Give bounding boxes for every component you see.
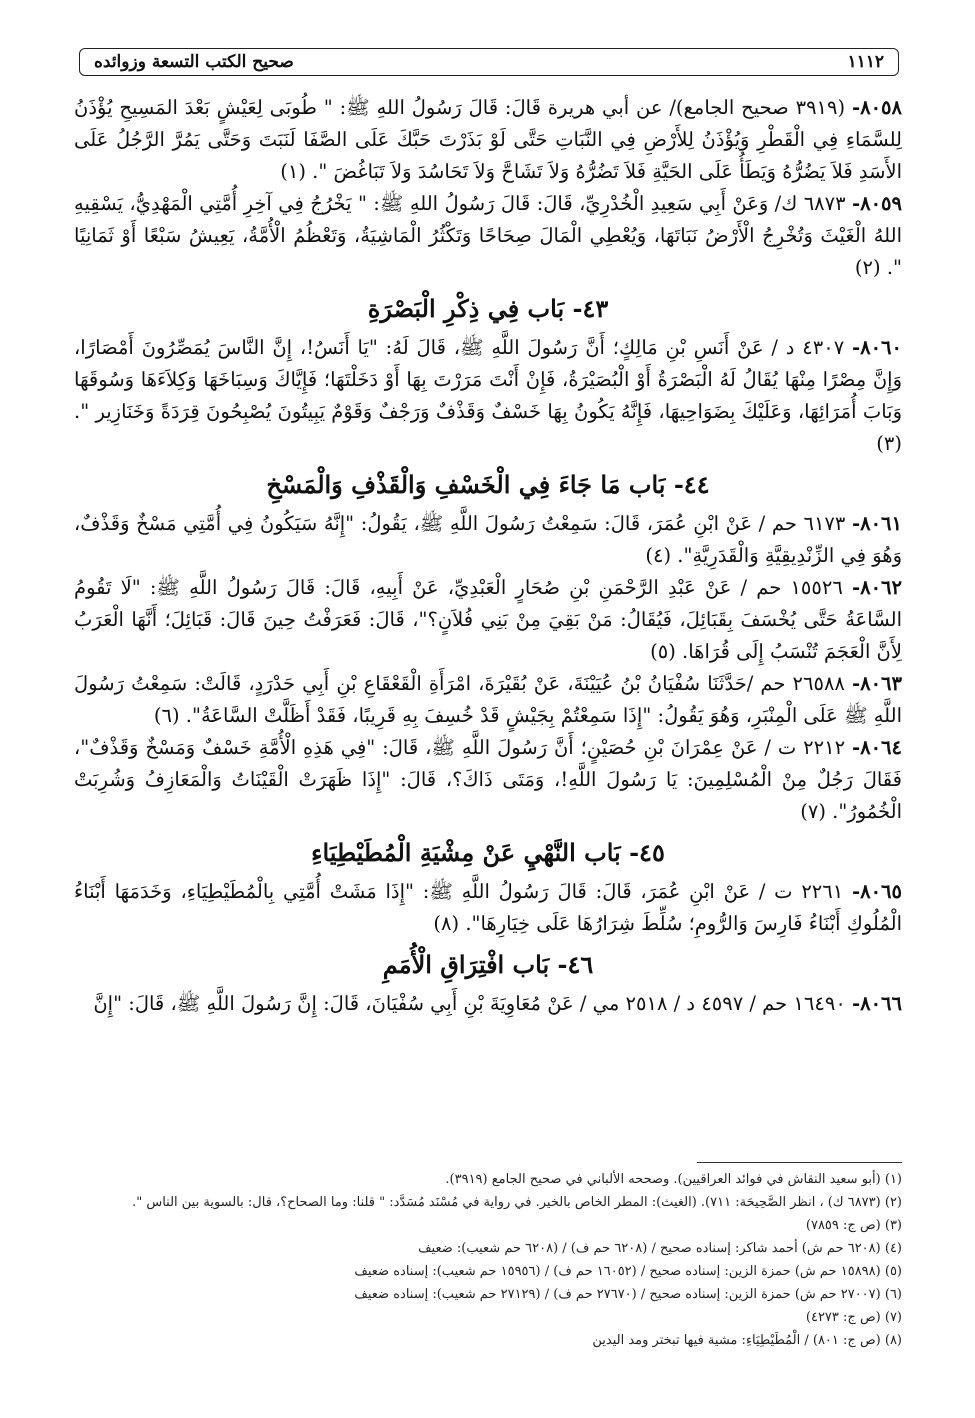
hadith-number: ٨٠٥٨- — [852, 96, 902, 119]
footnote: (٤) (٦٢٠٨ حم ش) أحمد شاكر: إسناده صحيح / (٦٢٠٨ حم ف) / (٦٢٠٨ حم شعيب): ضعيف — [418, 1241, 902, 1256]
hadith-text: ٤٣٠٧ د / عَنْ أَنَسِ بْنِ مَالِكٍ؛ أَنَّ رَسُولَ اللَّهِ ﷺ، قَالَ لَهُ: "يَا أَنَسُ!، إِنَّ النَّاسَ يُمَصِّرُونَ أَمْصَارًا، وَإِنَّ مِصْرًا مِنْهَا يُقَالُ لَهُ الْبَصْرَةُ أَوْ الْبُصَيْرَةُ، فَإِنْ أَنْتَ مَرَرْتَ بِهَا أَوْ دَخَلْتَهَا؛ فَإِيَّاكَ وَسِبَاخَهَا وَكِلاَءَهَا وَسُوقَهَا وَبَابَ أُمَرَائِهَا، وَعَلَيْكَ بِضَوَاحِيهَا، فَإِنَّهُ يَكُونُ بِهَا خَسْفٌ وَقَذْفٌ وَرَجْفٌ وَقَوْمٌ يَبِيتُونَ يُصْبِحُونَ قِرَدَةً وَخَنَازِير ". (٣) — [74, 336, 902, 455]
hadith-number: ٨٠٦٥- — [852, 880, 902, 903]
footnote: (٧) (ص ج: ٤٢٧٣) — [805, 1310, 902, 1325]
hadith-paragraph — [74, 188, 902, 284]
hadith-paragraph — [74, 92, 902, 188]
hadith-paragraph — [74, 988, 902, 1020]
hadith-paragraph — [74, 332, 902, 460]
hadith-text: ٢٦٥٨٨ حم /حَدَّثَنَا سُفْيَانُ بْنُ عُيَيْنَةَ، عَنْ بُقَيْرَةَ، امْرَأَةِ الْقَعْقَاعِ بْنِ أَبِي حَدْرَدٍ، قَالَتْ: سَمِعْتُ رَسُولَ اللَّهِ ﷺ عَلَى الْمِنْبَرِ، وَهُوَ يَقُولُ: "إِذَا سَمِعْتُمْ بِجَيْشٍ قَدْ خُسِفَ بِهِ قَرِيبًا، فَقَدْ أَظَلَّتْ السَّاعَةُ". (٦) — [74, 672, 902, 727]
hadith-number: ٨٠٦٢- — [852, 576, 902, 599]
footnote-divider — [697, 1162, 902, 1163]
hadith-paragraph — [74, 732, 902, 828]
hadith-paragraph — [74, 508, 902, 572]
chapter-heading: ٤٣- بَاب فِي ذِكْرِ الْبَصْرَةِ — [367, 294, 609, 323]
chapter-heading: ٤٥- بَاب النَّهْيِ عَنْ مِشْيَةِ الْمُطَيْطِيَاءِ — [311, 838, 665, 867]
hadith-text: ٢٢٦١ ت / عَنْ ابْنِ عُمَرَ، قَالَ: قَالَ رَسُولُ اللَّهِ ﷺ: "إِذَا مَشَتْ أُمَّتِي بِالْمُطَيْطِيَاءِ، وَخَدَمَهَا أَبْنَاءُ الْمُلُوكِ أَبْنَاءُ فَارِسَ وَالرُّومِ؛ سُلِّطَ شِرَارُهَا عَلَى خِيَارِهَا". (٨) — [74, 880, 902, 935]
hadith-text: ٢٢١٢ ت / عَنْ عِمْرَانَ بْنِ حُصَيْنٍ؛ أَنَّ رَسُولَ اللَّهِ ﷺ، قَالَ: "فِي هَذِهِ الْأُمَّةِ خَسْفٌ وَمَسْخٌ وَقَذْفٌ"، فَقَالَ رَجُلٌ مِنْ الْمُسْلِمِينَ: يَا رَسُولَ اللَّهِ!، وَمَتَى ذَاكَ؟، قَالَ: "إِذَا ظَهَرَتْ الْقَيْنَاتُ وَالْمَعَازِفُ وَشُرِبَتْ الْخُمُورُ". (٧) — [74, 736, 902, 823]
chapter-heading: ٤٤- بَاب مَا جَاءَ فِي الْخَسْفِ وَالْقَذْفِ وَالْمَسْخِ — [266, 470, 710, 499]
footnote: (٦) (٢٧٠٠٧ حم ش) حمزة الزين: إسناده صحيح / (٢٧٦٧٠ حم ف) / (٢٧١٢٩ حم شعيب): إسناده ضعيف — [354, 1287, 902, 1302]
footnote: (٢) (٦٨٧٣ ك) ، انظر الصَّحِيحَة: ٧١١). (الغيث): المطر الخاص بالخير. في رواية في مُسْنَد مُسَدَّد: " قلنا: وما الصحاح؟، قال: بالسوية بين الناس ". — [132, 1195, 902, 1210]
hadith-number: ٨٠٦٠- — [852, 336, 903, 359]
chapter-heading: ٤٦- بَاب افْتِرَاقِ الْأُمَمِ — [382, 950, 594, 979]
hadith-number: ٨٠٥٩- — [852, 192, 902, 215]
hadith-text: ١٥٥٢٦ حم / عَنْ عَبْدِ الرَّحْمَنِ بْنِ صُحَارٍ الْعَبْدِيِّ، عَنْ أَبِيهِ، قَالَ: قَالَ رَسُولُ اللَّهِ ﷺ: "لَا تَقُومُ السَّاعَةُ حَتَّى يُخْسَفَ بِقَبَائِلَ، فَيُقَالُ: مَنْ بَقِيَ مِنْ بَنِي فُلاَنٍ؟"، قَالَ: فَعَرَفْتُ حِينَ قَالَ: قَبَائِلَ؛ أَنَّهَا الْعَرَبُ لِأَنَّ الْعَجَمَ تُنْسَبُ إِلَى قُرَاهَا. (٥) — [74, 576, 902, 663]
footnote: (١) (أبو سعيد النقاش في فوائد العراقيين). وصححه الألباني في صحيح الجامع (٣٩١٩). — [445, 1172, 902, 1187]
hadith-number: ٨٠٦٦- — [852, 992, 902, 1015]
footnotes — [74, 1168, 902, 1352]
page-content — [74, 92, 902, 1020]
hadith-number: ٨٠٦١- — [852, 512, 902, 535]
page-number: ١١١٢ — [847, 52, 884, 72]
footnote: (٣) (ص ج: ٧٨٥٩) — [805, 1218, 902, 1233]
hadith-paragraph — [74, 572, 902, 668]
hadith-text: ١٦٤٩٠ حم / ٤٥٩٧ د / ٢٥١٨ مي / عَنْ مُعَاوِيَةَ بْنِ أَبِي سُفْيَانَ، قَالَ: إِنَّ رَسُولَ اللَّهِ ﷺ، قَالَ: "إِنَّ — [93, 992, 846, 1015]
hadith-paragraph — [74, 668, 902, 732]
hadith-paragraph — [74, 876, 902, 940]
hadith-text: ٦١٧٣ حم / عَنْ ابْنِ عُمَرَ، قَالَ: سَمِعْتُ رَسُولَ اللَّهِ ﷺ، يَقُولُ: "إِنَّهُ سَيَكُونُ فِي أُمَّتِي مَسْخٌ وَقَذْفٌ، وَهُوَ فِي الزِّنْدِيقِيَّةِ وَالْقَدَرِيَّةِ". (٤) — [74, 512, 902, 567]
page-header — [79, 48, 899, 76]
hadith-number: ٨٠٦٣- — [852, 672, 902, 695]
hadith-text: (٣٩١٩ صحيح الجامع)/ عن أبي هريرة قَالَ: قَالَ رَسُولُ اللهِ ﷺ: " طُوبَى لِعَيْشٍ بَعْدَ المَسِيحِ يُؤْذَنُ لِلسَّمَاءِ فِي الْقَطْرِ وَيُؤْذَنُ لِلأَرْضِ فِي النَّبَاتِ حَتَّى لَوْ بَذَرْتَ حَبَّكَ عَلَى الصَّفَا لَنَبَتَ وَحَتَّى يَمُرَّ الرَّجُلُ عَلَى الأَسَدِ فَلاَ يَضُرُّهُ وَيَطَأُ عَلَى الحَيَّةِ فَلاَ تَضُرُّهُ وَلاَ تَشَاحَّ وَلاَ تَحَاسُدَ وَلاَ تَبَاغُضَ ". (١) — [74, 96, 902, 183]
book-title: صحيح الكتب التسعة وزوائده — [94, 52, 294, 72]
hadith-text: ٦٨٧٣ ك/ وَعَنْ أَبِي سَعِيدِ الْخُدْرِيِّ، قَالَ: قَالَ رَسُولُ اللهِ ﷺ: " يَخْرُجُ فِي آخِرِ أُمَّتِي الْمَهْدِيُّ، يَسْقِيهِ اللهُ الْغَيْثَ وَتُخْرِجُ الْأَرْضُ نَبَاتَهَا، وَيُعْطِي الْمَالَ صِحَاحًا وَتَكْثُرُ الْمَاشِيَةُ، وَتَعْظُمُ الْأُمَّةُ، يَعِيشُ سَبْعًا أَوْ ثَمَانِيًا ". (٢) — [74, 192, 902, 279]
footnote: (٥) (١٥٨٩٨ حم ش) حمزة الزين: إسناده صحيح / (١٦٠٥٢ حم ف) / (١٥٩٥٦ حم شعيب): إسناده ضعيف — [354, 1264, 902, 1279]
hadith-number: ٨٠٦٤- — [852, 736, 903, 759]
footnote: (٨) (ص ج: ٨٠١) / الْمُطَيْطِيَاءِ: مشية فيها تبختر ومد اليدين — [592, 1333, 902, 1348]
